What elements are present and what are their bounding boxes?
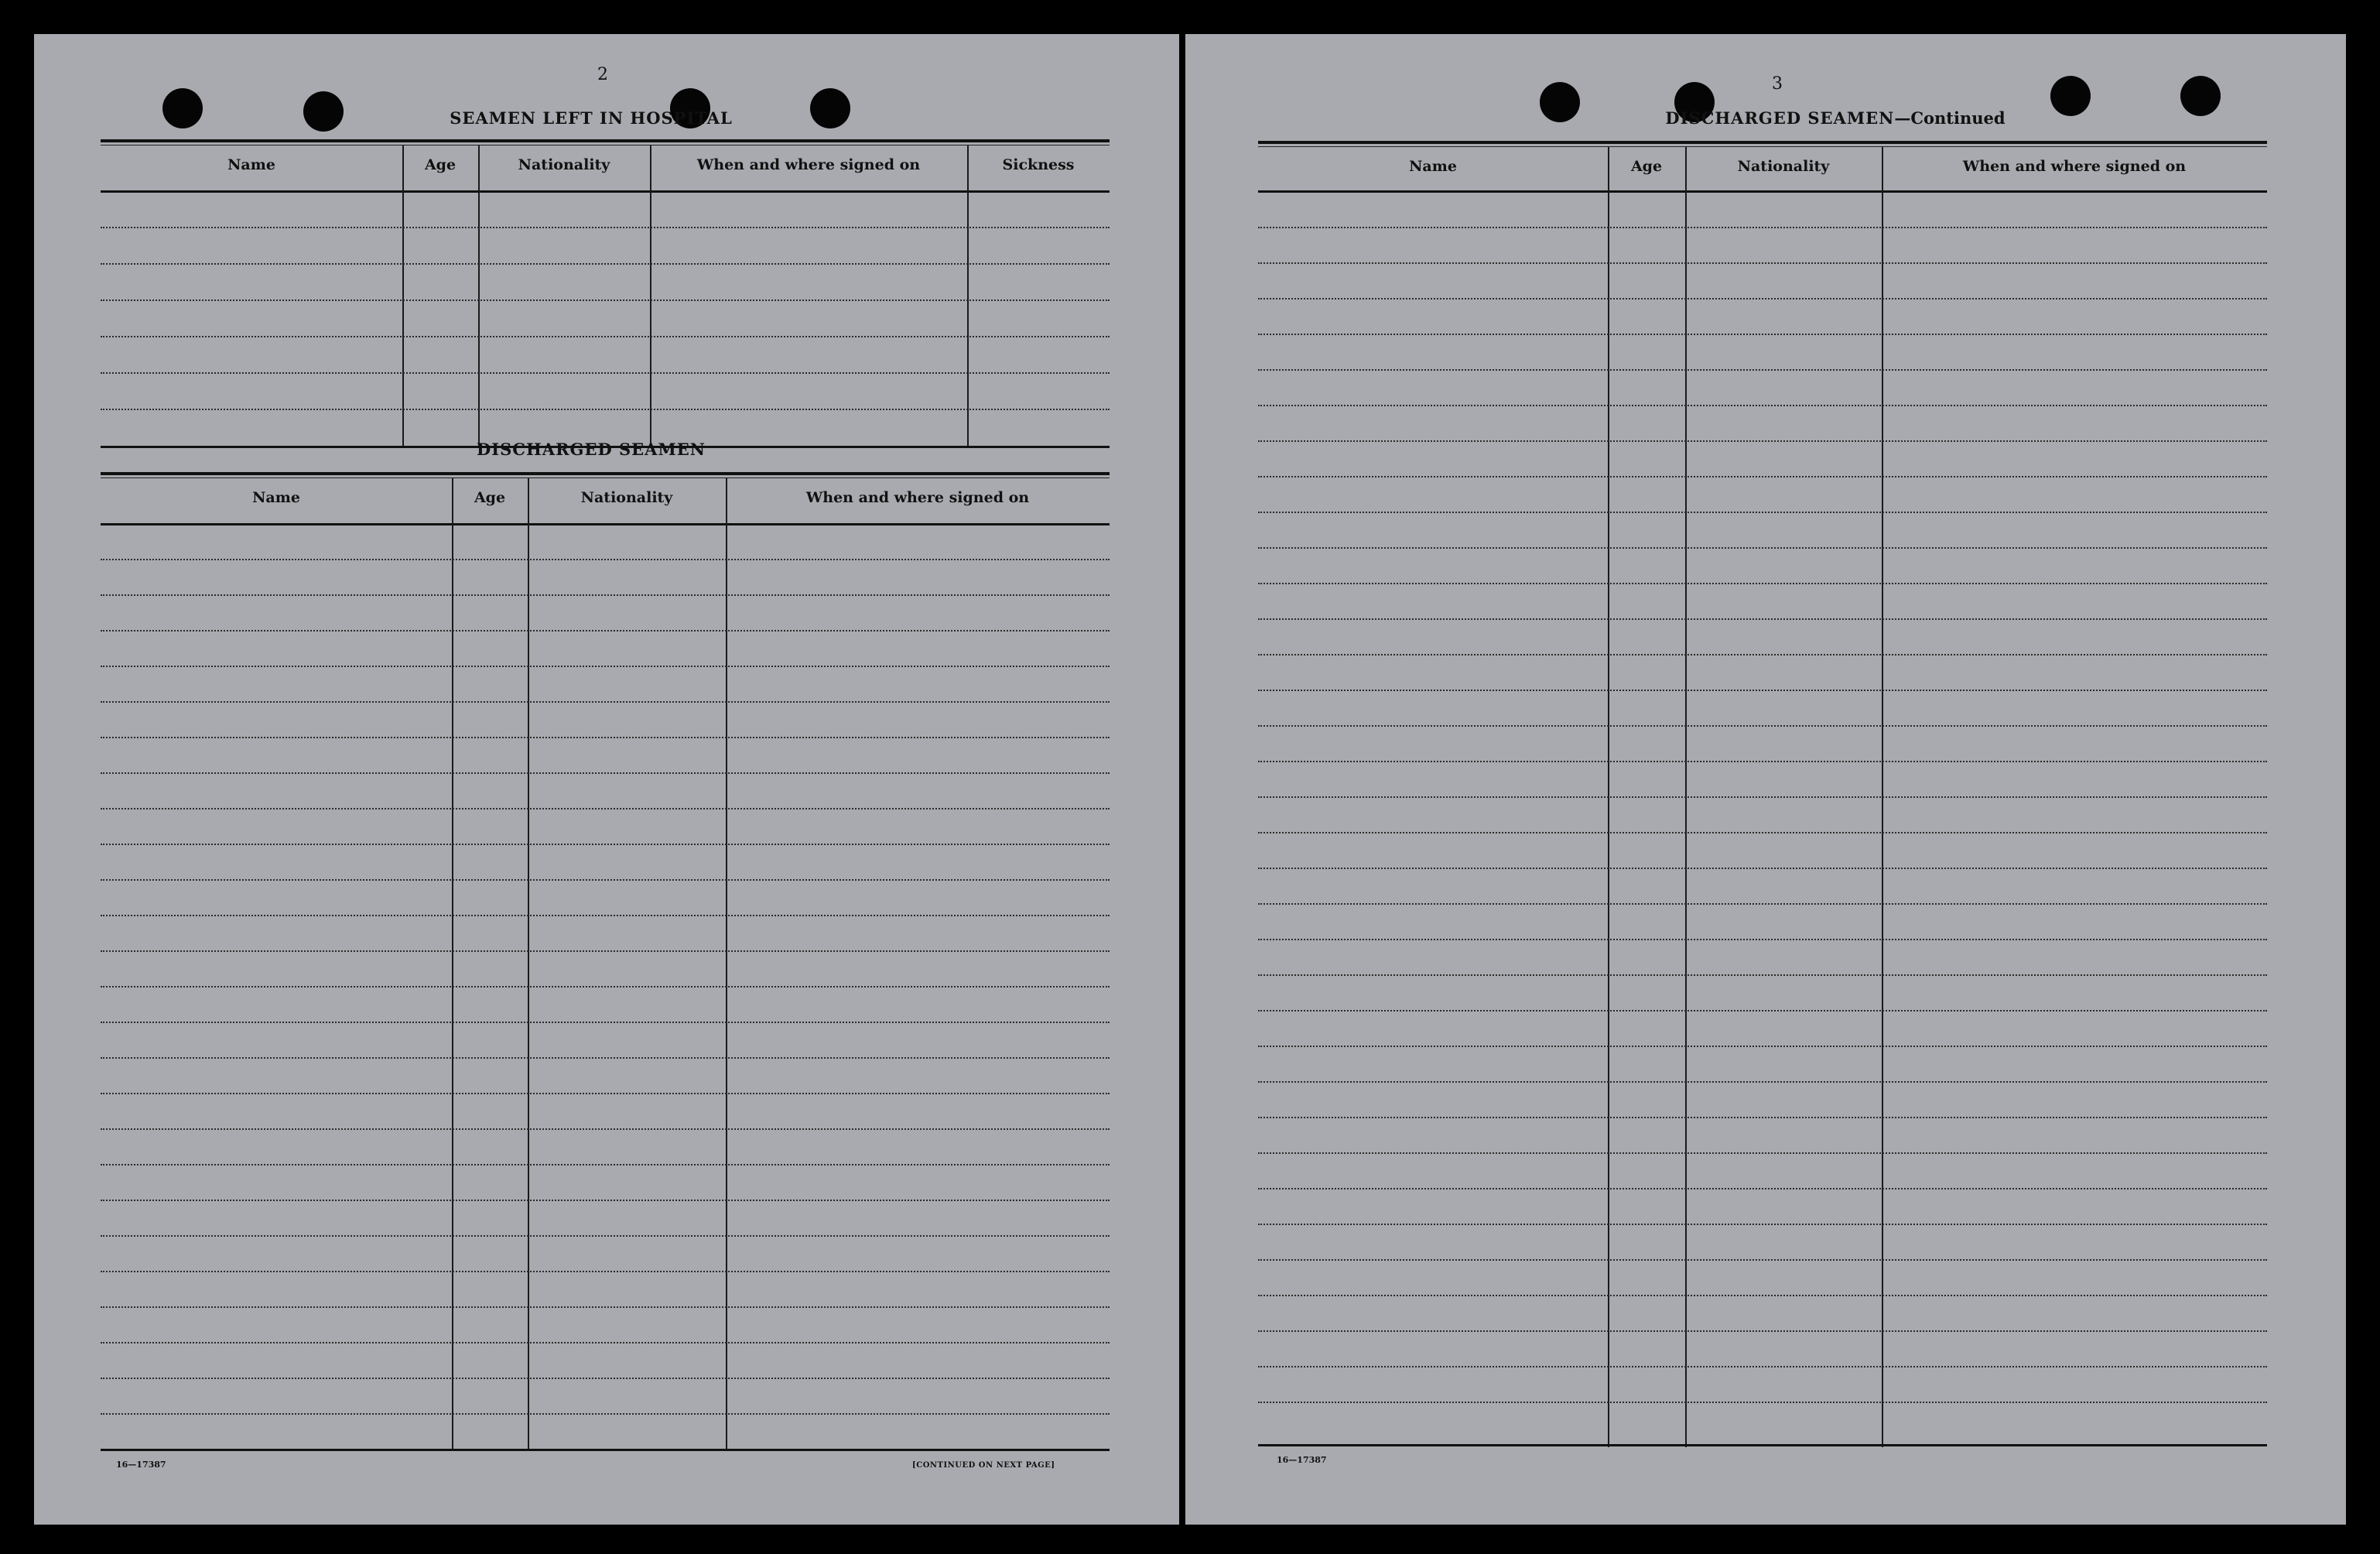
entry-row <box>101 737 1110 738</box>
column-header-nationality: Nationality <box>1737 158 1830 175</box>
entry-row <box>1258 298 2267 300</box>
entry-row <box>101 879 1110 881</box>
hospital-table <box>101 139 1110 452</box>
entry-row <box>101 263 1110 265</box>
entry-row <box>101 701 1110 703</box>
table-bottom-rule <box>101 1449 1110 1451</box>
entry-row <box>1258 654 2267 655</box>
entry-row <box>101 1235 1110 1237</box>
column-header-signed-on: When and where signed on <box>805 489 1030 506</box>
table-header-rule <box>101 190 1110 193</box>
entry-row <box>101 630 1110 632</box>
entry-row <box>1258 832 2267 833</box>
table-rule <box>101 477 1110 478</box>
column-header-age: Age <box>474 489 506 506</box>
entry-row <box>101 1093 1110 1094</box>
entry-row <box>101 1022 1110 1023</box>
table-bottom-rule <box>1258 1444 2267 1446</box>
punch-hole <box>162 88 203 128</box>
punch-hole <box>2180 76 2221 116</box>
entry-row <box>1258 405 2267 406</box>
column-header-signed-on: When and where signed on <box>696 156 921 173</box>
entry-row <box>1258 761 2267 762</box>
entry-row <box>1258 1046 2267 1047</box>
column-header-name: Name <box>1409 158 1457 175</box>
entry-row <box>1258 583 2267 584</box>
entry-row <box>1258 262 2267 264</box>
punch-hole <box>303 91 344 132</box>
entry-row <box>1258 690 2267 691</box>
entry-row <box>1258 796 2267 798</box>
entry-row <box>101 1271 1110 1272</box>
entry-row <box>1258 1295 2267 1296</box>
continued-note: [CONTINUED ON NEXT PAGE] <box>912 1461 1055 1470</box>
column-header-sickness: Sickness <box>1002 156 1075 173</box>
entry-row <box>101 300 1110 301</box>
section-title-text: DISCHARGED SEAMEN <box>1665 108 1895 128</box>
punch-hole <box>810 88 850 128</box>
column-header-nationality: Nationality <box>518 156 610 173</box>
entry-row <box>101 1413 1110 1415</box>
entry-row <box>1258 939 2267 940</box>
column-divider <box>967 145 969 447</box>
entry-row <box>1258 369 2267 371</box>
entry-row <box>1258 974 2267 976</box>
entry-row <box>1258 1366 2267 1367</box>
entry-row <box>1258 903 2267 905</box>
entry-row <box>1258 227 2267 228</box>
form-code: 16—17387 <box>116 1460 166 1470</box>
entry-row <box>1258 1259 2267 1261</box>
entry-row <box>101 666 1110 667</box>
entry-row <box>1258 1402 2267 1403</box>
entry-row <box>101 372 1110 374</box>
column-header-signed-on: When and where signed on <box>1962 158 2187 175</box>
discharged-continued-table <box>1258 141 2267 1449</box>
entry-row <box>101 950 1110 952</box>
entry-row <box>1258 512 2267 513</box>
section-title-text: DISCHARGED SEAMEN <box>477 440 706 459</box>
entry-row <box>1258 1224 2267 1225</box>
column-divider <box>452 478 453 1450</box>
entry-row <box>1258 618 2267 620</box>
punch-hole <box>1540 82 1580 122</box>
entry-row <box>101 808 1110 810</box>
page-number: 2 <box>597 65 608 84</box>
entry-row <box>101 1306 1110 1308</box>
right-page <box>1185 34 2346 1525</box>
column-header-name: Name <box>252 489 300 506</box>
entry-row <box>1258 1152 2267 1154</box>
table-header-rule <box>1258 190 2267 193</box>
entry-row <box>101 986 1110 988</box>
page-number: 3 <box>1772 74 1783 94</box>
column-divider <box>528 478 529 1450</box>
entry-row <box>101 1057 1110 1059</box>
table-rule <box>1258 146 2267 147</box>
entry-row <box>101 1342 1110 1343</box>
column-divider <box>478 145 480 447</box>
entry-row <box>101 1200 1110 1201</box>
entry-row <box>1258 1117 2267 1118</box>
table-rule <box>101 472 1110 475</box>
entry-row <box>1258 1081 2267 1083</box>
table-header-rule <box>101 523 1110 525</box>
entry-row <box>1258 725 2267 727</box>
entry-row <box>101 844 1110 845</box>
column-divider <box>726 478 727 1450</box>
entry-row <box>1258 476 2267 477</box>
entry-row <box>101 594 1110 596</box>
column-header-name: Name <box>227 156 275 173</box>
entry-row <box>1258 440 2267 442</box>
entry-row <box>101 915 1110 916</box>
left-page <box>34 34 1179 1525</box>
entry-row <box>1258 1010 2267 1011</box>
table-rule <box>101 139 1110 142</box>
entry-row <box>101 772 1110 774</box>
entry-row <box>1258 868 2267 869</box>
section-title-suffix: —Continued <box>1894 108 2006 128</box>
section-title-text: SEAMEN LEFT IN HOSPITAL <box>450 108 733 128</box>
table-rule <box>1258 141 2267 144</box>
column-header-age: Age <box>424 156 457 173</box>
entry-row <box>101 1378 1110 1379</box>
entry-row <box>1258 334 2267 335</box>
section-title-discharged-continued <box>1603 108 2067 128</box>
column-header-age: Age <box>1630 158 1663 175</box>
discharged-table <box>101 472 1110 1455</box>
section-title-discharged <box>405 440 777 459</box>
entry-row <box>101 336 1110 337</box>
entry-row <box>101 409 1110 410</box>
entry-row <box>1258 1188 2267 1189</box>
form-code: 16—17387 <box>1277 1455 1327 1465</box>
entry-row <box>101 1164 1110 1166</box>
column-divider <box>650 145 651 447</box>
entry-row <box>1258 547 2267 549</box>
entry-row <box>101 227 1110 228</box>
entry-row <box>1258 1330 2267 1332</box>
entry-row <box>101 1128 1110 1130</box>
entry-row <box>101 559 1110 560</box>
column-divider <box>402 145 404 447</box>
section-title-hospital <box>371 108 812 128</box>
column-header-nationality: Nationality <box>580 489 673 506</box>
